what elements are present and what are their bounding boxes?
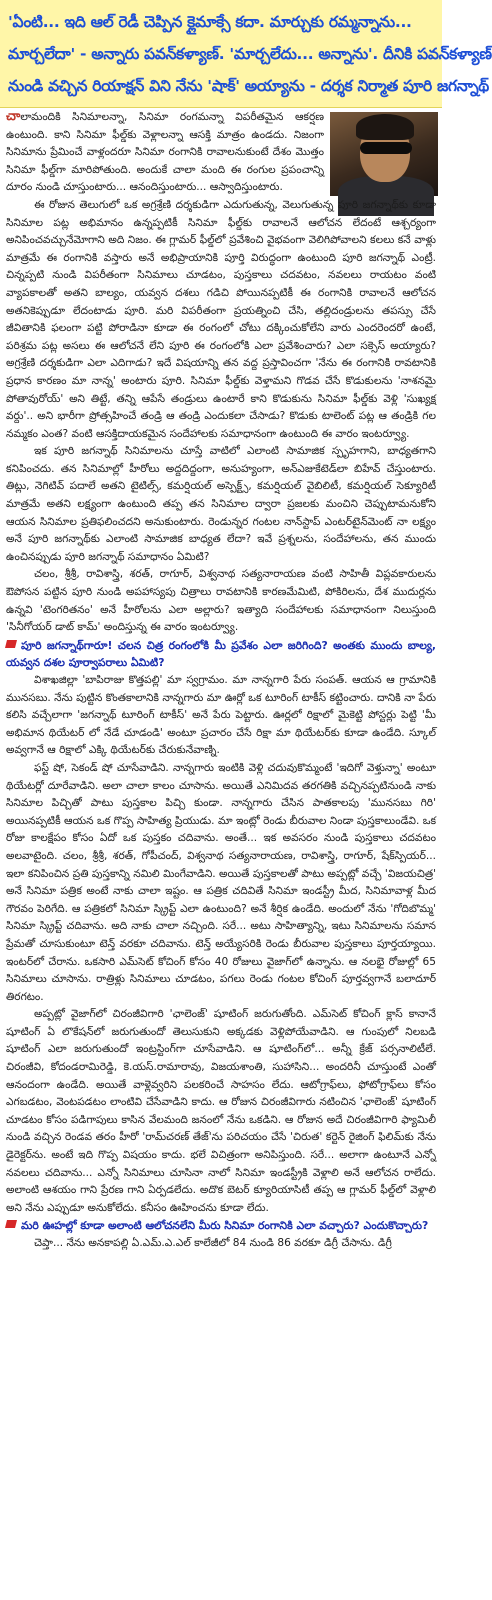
answer-paragraph: అప్పట్లో వైజాగ్‌లో చిరంజీవిగారి 'ఛాలెంజ్' షూటింగ్ జరుగుతోంది. ఎమ్‌సెట్ కోచింగ్ క్లాస్ కానానే షూటింగ్ ఏ లొకేషన్‌లో జరుగుతుందో తెలుసుకుని అక్కడకు వెళ్లిపోయేవాడిని. ఆ గుంపులో నిలబడి షూటింగ్ ఎలా జరుగుతుందో ఇంట్రస్టింగ్‌గా చూసేవాడిని. ఆ షూటింగ్‌లో... అన్నీ క్రేజ్ పర్సనాలిటీలే. చిరంజీవి, కోదండరామిరెడ్డి, కె.యస్.రామారావు, విజయశాంతి, సుహాసిని... అందరినీ చూస్తుంటే ఎంతో ఆనందంగా ఉండేది. అయితే వాళ్లెవ్వరిని పలకరించే సాహసం లేదు. ఆటోగ్రాఫ్‌లు, ఫోటోగ్రాఫ్‌లు కోసం ఎగబడటం, వెంటపడటం లాంటివి చేసేవాడిని కాదు. ఆ రోజున చిరంజీవిగారు నటించిన 'ఛాలెంజ్' షూటింగ్ చూడటం కోసం పడిగాపులు కాసిన వేలమంది జనంలో నేను ఒకడిని. ఆ రోజున అదే చిరంజీవిగారి ఫ్యామిలీ నుండి వచ్చిన రెండవ తరం హీరో 'రామ్‌చరణ్ తేజ్'ను పరిచయం చేసే 'చిరుత' కర్టెన్ రైజింగ్ ఫిలిమ్‌కు నేను డైరెక్టర్‌ను. అంటే ఇది గొప్ప విషయం కాదు. భలే విచిత్రంగా అనిపిస్తుంది. సరే... అలాగా ఉంటూనే ఎన్నో నవలలు చదివాను... ఎన్నో సినిమాలు చూసినా నాలో సినిమా ఇండస్ట్రీకి వెళ్లాలి అనే ఆలోచన రాలేదు. అలాంటి ఆశయం గాని ప్రేరణ గాని ఏర్పడలేదు. అదొక బెటర్ క్యూరియాసిటీ తప్ప ఆ గ్లామర్ ఫీల్డ్‌లో వెళ్లాలి అని నేను ఎప్పుడూ అనుకోలేదు. కనీసం ఊహించను కూడా లేదు. [6, 1008, 436, 1214]
headline-line: నుండి వచ్చిన రియాక్షన్ విని నేను 'షాక్' అయ్యాను - దర్శక నిర్మాత పూరి జగన్నాథ్ [8, 77, 489, 95]
interview-question [6, 1217, 436, 1235]
answer-paragraph: విశాఖజిల్లా 'బాపిరాజు కొత్తపల్లి' మా స్వగ్రామం. మా నాన్నగారి పేరు సంపత్. ఆయన ఆ గ్రామానికి మునసబు. నేను పుట్టిన కొంతకాలానికి నాన్నగారు మా ఊర్లో ఒక టూరింగ్ టాకీస్ కట్టించారు. దానికి నా పేరు కలిసి వచ్చేలాగా 'జగన్నాథ్ టూరింగ్ టాకీస్' అనే పేరు పెట్టారు. ఊర్లలో రిక్షాలో మైకెట్టి పోస్టర్లు పెట్టి 'మీ అభిమాన థియేటర్ లో నేడే చూడండి' అంటూ ప్రచారం చేసే రిక్షా మా థియేటర్‌కు కూడా ఉండేది. స్కూల్ అవ్వగానే ఆ రిక్షాలో ఎక్కి థియేటర్‌కు చేరుకునేవాణ్ని. [6, 674, 436, 757]
interview-question [6, 637, 436, 672]
answer-paragraph: చెప్తా... నేను అనకాపల్లి ఏ.ఎమ్.ఎ.ఎల్ కాలేజీలో 84 నుండి 86 వరకూ డిగ్రీ చేసాను. డిగ్రీ [34, 1237, 392, 1249]
dropcap: చా [6, 109, 21, 124]
question-text: మరి ఊహల్లో కూడా అలాంటి ఆలోచనలేని మీరు సినిమా రంగానికి ఎలా వచ్చారు? ఎందుకొచ్చారు? [21, 1219, 429, 1233]
headline-line: మార్చలేదా' - అన్నారు పవన్‌కళ్యాణ్. 'మార్చలేదు... అన్నాను'. దీనికి పవన్‌కళ్యాణ్ [8, 45, 492, 63]
question-text: పూరి జగన్నాథ్‌గారూ! చలన చిత్ర రంగంలోకి మీ ప్రవేశం ఎలా జరిగింది? అంతకు ముందు బాల్య, యవ్వన దశల పూర్వాపరాలు ఏమిటి? [6, 638, 436, 670]
article-body [6, 108, 436, 1253]
intro-paragraph: చలం, శ్రీశ్రీ, రావిశాస్త్రి, శరత్, రాగూర్, విశ్వనాథ సత్యనారాయణ వంటి సాహితీ విప్లవకారులను ఔపోసన పట్టిన పూరి నుండి అపహాస్యపు చిత్రాలు రావటానికి కారణమేమిటి, పోకిరిలను, దేశ ముదుర్లను ఉన్నవి 'టెంగరితనం' అనే హీరోలను ఎలా అల్లారు? ఇత్యాది సందేహాలకు సమాధానంగా నిలుస్తుంది 'సినీగోయర్ డాట్ కామ్' అందిస్తున్న ఈ వారం ఇంటర్వ్యూ. [6, 568, 436, 634]
intro-paragraph: ఇక పూరి జగన్నాథ్ సినిమాలను చూస్తే వాటిలో ఎలాంటి సామాజిక స్పృహగాని, బాధ్యతగాని కనిపించదు. తన సినిమాల్లో హీరోలు అద్దదిద్దంగా, అనుహ్యంగా, అన్‌ఎజుకేటెడ్‌లా బిహేవ్ చేస్తుంటారు. తిట్లు, నెగిటివ్ పదాలే అతని టైటిల్స్, కమర్షియల్ అస్పెక్ట్స్, కమర్షియల్ వైబిలిటీ, కమర్షియల్ సెక్యూరిటీ మాత్రమే అతని లక్ష్యంగా ఉంటుంది తప్ప తన సినిమాల ద్వారా ప్రజలకు మంచిని చెప్పుటామనుకోని ఆయన సినిమాల ప్రతిఫలించదని అనుకుంటారు. రెండున్నర గంటల నాన్‌స్టాప్ ఎంటర్‌టైన్‌మెంట్ నా లక్ష్యం అనే పూరి జగన్నాథ్‌కు ఎలాంటి సామాజిక బాధ్యత లేదా? ఇవే ప్రశ్నలను, సందేహాలను, తన ముందు ఉంచినప్పుడు పూరి జగన్నాథ్ సమాధానం ఏమిటి? [6, 445, 436, 563]
intro-paragraph-text: లామందికి సినిమాలన్నా, సినిమా రంగమన్నా విపరీతమైన ఆకర్షణ ఉంటుంది. కాని సినిమా ఫీల్డ్‌కు వెళ్లాలన్నా ఆసక్తి మాత్రం ఉండదు. నిజంగా సినిమాను ప్రేమించే వాళ్లందరూ సినిమా రంగానికి రావాలనుకుంటే దేశం మొత్తం సినిమా ఫీల్డ్‌గా మారిపోతుంది. అందుకే చాలా మంది ఈ రంగుల ప్రపంచాన్ని దూరం నుండి చూస్తుంటారు... ఆనందిస్తుంటారు... ఆస్వాదిస్తుంటారు. [6, 111, 324, 194]
question-bullet-icon [5, 640, 17, 648]
intro-paragraph [6, 108, 436, 197]
intro-paragraph: ఈ రోజున తెలుగులో ఒక అగ్రశ్రేణి దర్శకుడిగా ఎదుగుతున్న, వెలుగుతున్న పూరి జగన్నాథ్‌కు కూడా సినిమాల పట్ల అభిమానం ఉన్నప్పటికీ సినిమా ఫీల్డ్‌కు రావాలనే ఆలోచన లేదంటే ఆశ్చర్యంగా అనిపించవచ్చునేమోగాని అది నిజం. ఈ గ్లామర్ ఫీల్డ్‌లో ప్రవేశించి వైభవంగా వెలిగిపోవాలని కలలు కనే వాళ్లు మాత్రమే ఈ రంగానికి వస్తారు అనే అభిప్రాయానికి పూర్తి విరుద్ధంగా ఉంటుంది పూరి జగన్నాథ్ ఎంట్రీ. చిన్నప్పటి నుండి విపరీతంగా సినిమాలు చూడటం, పుస్తకాలు చదవటం, నవలలు రాయటం వంటి వ్యాపకాలతో అతని బాల్యం, యవ్వన దశలు గడిచి పోయినప్పటికీ ఈ రంగానికి రావాలనే ఆలోచన అతనికెప్పుడూ లేదంటాడు పూరి. మరి విపరీతంగా ప్రయత్నించి చేసి, తల్లిదండ్రులను తపస్సు చేసే జీవితానికి ఫలంగా పట్టి పోరాడినా కూడా ఈ రంగంలో చోటు దక్కించుకోలేని వారు ఎందరెందరో ఉంటే, పరిశ్రమ పట్ల అసలు ఈ ఆలోచనే లేని పూరి ఈ రంగంలోకి ఎలా ప్రవేశించారు? ఎలా సక్సెస్ అయ్యారు? అగ్రశ్రేణి దర్శకుడిగా ఎలా ఎదిగాడు? ఇదే విషయాన్ని తన వద్ద ప్రస్తావించగా 'నేను ఈ రంగానికి రావటానికి ప్రధాన కారణం మా నాన్న' అంటారు పూరి. సినిమా ఫీల్డ్‌కు వెళ్తామని గొడవ చేసే కొడుకులను 'నాశనమై పోతావురోయ్' అని తిట్టే, తన్ని ఆపేసే తండ్రులు ఉంటారే కాని కొడుకును సినిమా ఫీల్డ్‌కు వెళ్లి 'సుఖ్యక్ష వర్దు'.. అని భారీగా ప్రోత్సహించే తండ్రి ఆ తండ్రి ఎందుకలా చేసాడు? కొడుకు టాలెంట్ పట్ల ఆ తండ్రికి గల నమ్మకం ఎంత? వంటి ఆసక్తిదాయకమైన సందేహాలకు సమాధానంగా ఉంటుంది ఈ వారం ఇంటర్వ్యూ. [6, 198, 436, 440]
headline-banner [0, 0, 492, 108]
question-bullet-icon [5, 1220, 17, 1228]
headline-line: 'ఏంటి... ఇది ఆల్ రెడీ చెప్పిన క్లైమాక్సే కదా. మార్చుకు రమ్మన్నాను... [8, 13, 412, 31]
answer-paragraph: ఫస్ట్ షో, సెకండ్ షో చూసేవాడిని. నాన్నగారు ఇంటికి వెళ్లి చదువుకొమ్మంటే 'ఇదిగో వెళ్తున్నా' అంటూ థియేటర్లో దూరేవాడిని. అలా చాలా కాలం చూసాను. అయితే ఎనిమిదవ తరగతికి వచ్చినప్పటినుండి నాకు సినిమాల పిచ్చితో పాటు పుస్తకాల పిచ్చి కుండా. నాన్నగారు చేసిన పాతకాలపు 'మునసబు గిరి' అయినప్పటికీ ఆయన ఒక గొప్ప సాహిత్య ప్రియుడు. మా ఇంట్లో రెండు బీరువాల నిండా పుస్తకాలుండేవి. ఒక రోజు కాలక్షేపం కోసం ఏదో ఒక పుస్తకం చదివాను. అంతే... ఇక అవసరం నుండి పుస్తకాలు చదవటం అలవాటైంది. చలం, శ్రీశ్రీ, శరత్, గోపీచంద్, విశ్వనాథ సత్యనారాయణ, రావిశాస్త్రి, రాగూర్, షేక్‌స్పియర్... ఇలా కనిపించిన ప్రతి పుస్తకాన్ని నమిలి మింగేవాడిని. అయితే పుస్తకాలతో పాటు అప్పట్లో వచ్చే 'విజయచిత్ర' అనే సినిమా పత్రిక అంటే నాకు చాలా ఇష్టం. ఆ పత్రిక చదివితే సినిమా ఇండస్ట్రీ మీద, సినిమావాళ్ల మీద గౌరవం పెరిగేది. ఆ పత్రికలో సినిమా స్క్రిప్ట్ ఎలా ఉంటుంది? అనే శీర్షిక ఉండేది. అందులో నేను 'గోదిబొమ్మ' సినిమా స్క్రిప్ట్ చదివాను. అది నాకు చాలా నచ్చింది. సరే... అటు సాహిత్యాన్ని, ఇటు సినిమాలను సమాన ప్రేమతో చూసుకుంటూ టెన్త్ వరకూ చదివాను. టెన్త్ అయ్యేసరికి రెండు బీరువాల పుస్తకాలు పూర్తయ్యాయి. ఇంటర్‌లో చేరాను. ఒకసారి ఎమ్‌సెట్ కోచింగ్ కోసం 40 రోజులు వైజాగ్‌లో ఉన్నాను. ఆ నలభై రోజుల్లో 65 సినిమాలు చూసాను. రాత్రిళ్లు సినిమాలు చూడటం, పగలు రెండు గంటల కోచింగ్ పూర్తవ్వగానే బలాదూర్ తిరగటం. [6, 761, 436, 1003]
